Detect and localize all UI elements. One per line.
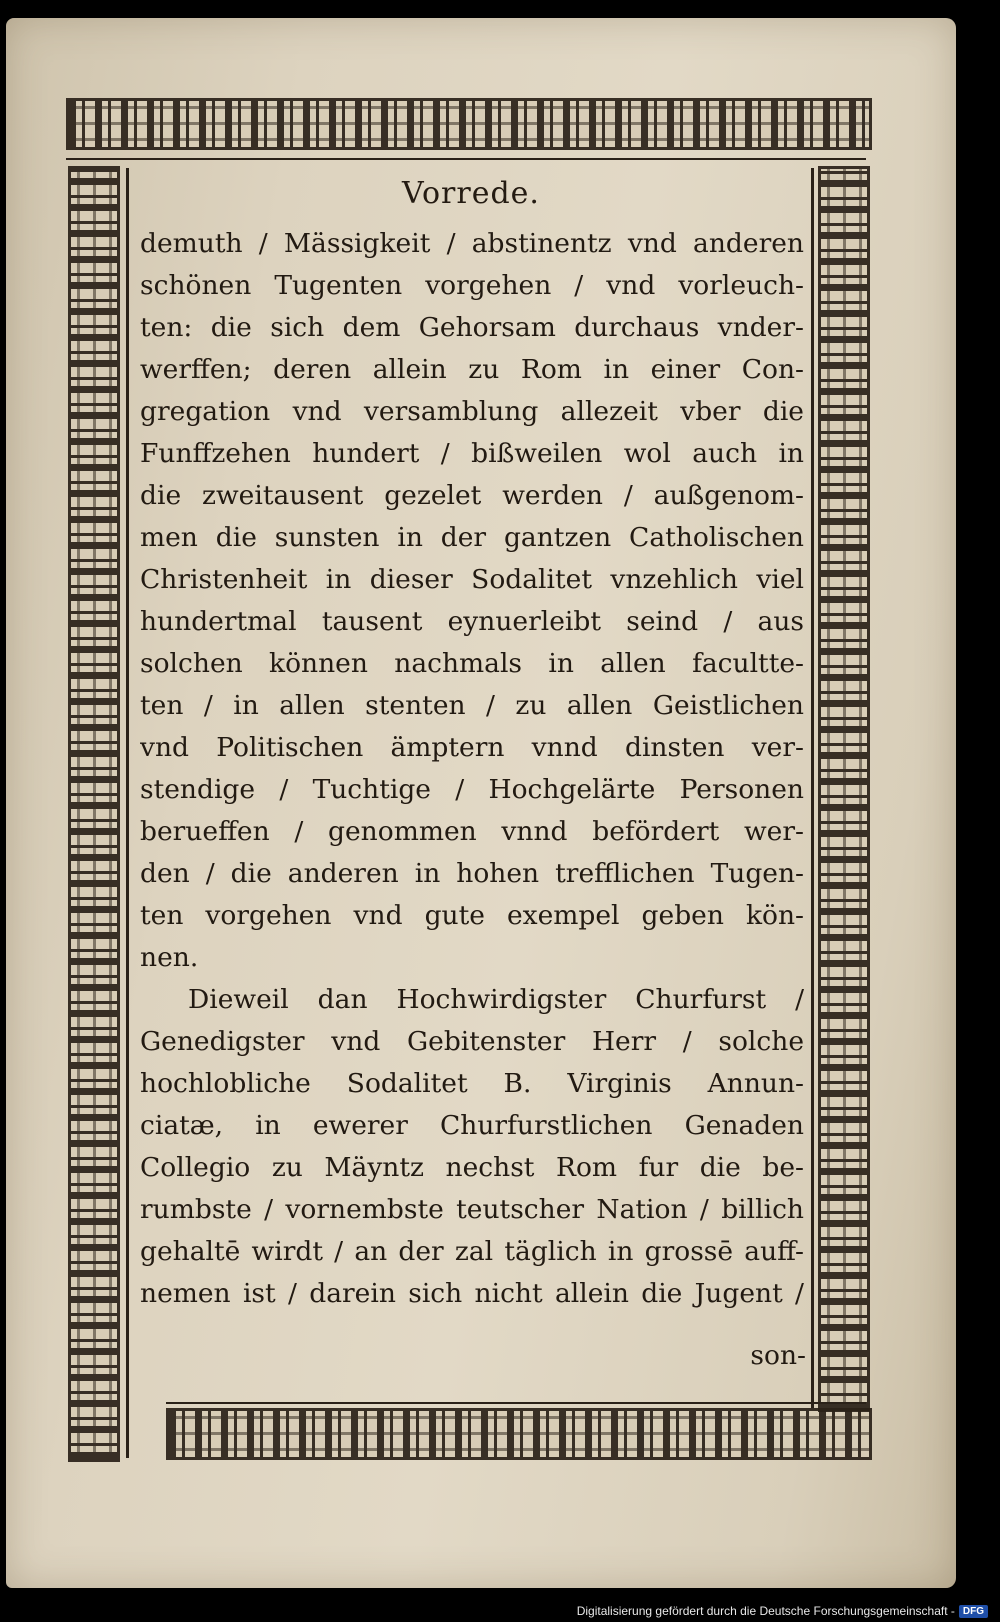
text-line: hundertmal tausent eynuerleibt seind / aus <box>140 606 804 637</box>
text-line: hochlobliche Sodalitet B. Virginis Annun- <box>140 1068 804 1099</box>
text-line: ten vorgehen vnd gute exempel geben kön- <box>140 900 804 931</box>
text-line: solchen können nachmals in allen facultte- <box>140 648 804 679</box>
ornamental-border-left <box>68 166 120 1462</box>
text-line: die zweitausent gezelet werden / außgenom- <box>140 480 804 511</box>
text-line: demuth / Mässigkeit / abstinentz vnd anderen <box>140 228 804 259</box>
text-line: gregation vnd versamblung allezeit vber die <box>140 396 804 427</box>
running-head: Vorrede. <box>402 176 540 211</box>
text-line: gehaltē wirdt / an der zal täglich in grossē auff- <box>140 1236 804 1267</box>
text-line: Christenheit in dieser Sodalitet vnzehlich viel <box>140 564 804 595</box>
text-line: Genedigster vnd Gebitenster Herr / solche <box>140 1026 804 1057</box>
frame-rule-bottom <box>166 1402 866 1404</box>
credit-text: Digitalisierung gefördert durch die Deutsche Forschungsgemeinschaft - <box>576 1604 955 1618</box>
text-line: nemen ist / darein sich nicht allein die Jugent / <box>140 1278 804 1309</box>
text-line: ten: die sich dem Gehorsam durchaus vnder- <box>140 312 804 343</box>
catchword: son- <box>750 1340 806 1371</box>
ornamental-border-bottom <box>166 1408 872 1460</box>
text-line: ciatæ, in ewerer Churfurstlichen Genaden <box>140 1110 804 1141</box>
text-line: rumbste / vornembste teutscher Nation / billich <box>140 1194 804 1225</box>
body-text <box>140 223 804 1315</box>
text-line: nen. <box>140 942 199 973</box>
text-line: den / die anderen in hohen trefflichen Tugen- <box>140 858 804 889</box>
text-line: Funffzehen hundert / bißweilen wol auch in <box>140 438 804 469</box>
ornamental-border-top <box>66 98 872 150</box>
text-line: werffen; deren allein zu Rom in einer Con- <box>140 354 804 385</box>
frame-rule-top <box>66 158 866 160</box>
text-line: men die sunsten in der gantzen Catholischen <box>140 522 804 553</box>
text-line: stendige / Tuchtige / Hochgelärte Personen <box>140 774 804 805</box>
frame-rule-right <box>811 168 814 1408</box>
frame-rule-left <box>126 168 129 1458</box>
text-line: ten / in allen stenten / zu allen Geistlichen <box>140 690 804 721</box>
text-line: schönen Tugenten vorgehen / vnd vorleuch- <box>140 270 804 301</box>
dfg-logo: DFG <box>959 1605 988 1618</box>
text-line: Collegio zu Mäyntz nechst Rom fur die be- <box>140 1152 804 1183</box>
text-line: berueffen / genommen vnnd befördert wer- <box>140 816 804 847</box>
text-line: vnd Politischen ämptern vnnd dinsten ver- <box>140 732 804 763</box>
ornamental-border-right <box>818 166 870 1412</box>
digitization-credit <box>577 1604 988 1618</box>
book-page <box>6 18 956 1588</box>
text-line: Dieweil dan Hochwirdigster Churfurst / <box>188 984 804 1015</box>
